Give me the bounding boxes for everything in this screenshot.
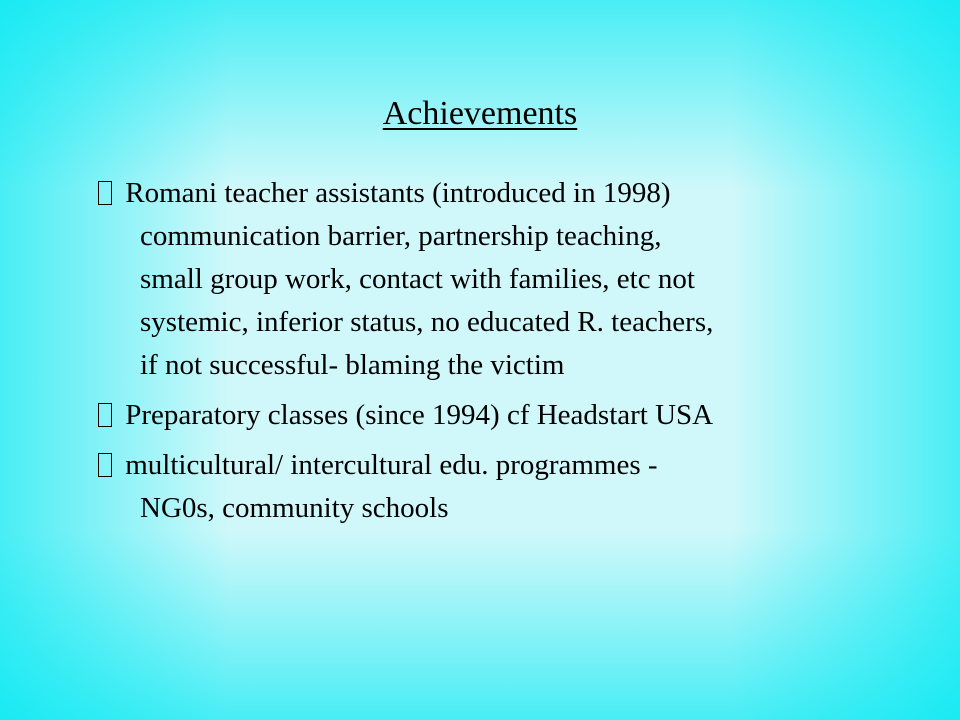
bullet-list xyxy=(98,172,888,537)
missing-glyph-bullet-icon xyxy=(98,403,112,427)
missing-glyph-bullet-icon xyxy=(98,181,112,205)
list-item-line: small group work, contact with families, etc not xyxy=(140,263,695,295)
list-item-line: if not successful- blaming the victim xyxy=(140,349,565,381)
list-item-line: Preparatory classes (since 1994) cf Headstart USA xyxy=(125,399,714,431)
missing-glyph-bullet-icon xyxy=(98,453,112,477)
list-item-line: multicultural/ intercultural edu. programmes - xyxy=(125,449,658,481)
slide-title: Achievements xyxy=(382,95,578,132)
list-item-line: NG0s, community schools xyxy=(140,492,449,524)
list-item xyxy=(98,172,888,387)
list-item-line: Romani teacher assistants (introduced in 1998) xyxy=(125,177,671,209)
list-item-line: systemic, inferior status, no educated R. teachers, xyxy=(140,306,714,338)
list-item xyxy=(98,444,888,530)
list-item xyxy=(98,394,888,437)
list-item-line: communication barrier, partnership teaching, xyxy=(140,220,662,252)
